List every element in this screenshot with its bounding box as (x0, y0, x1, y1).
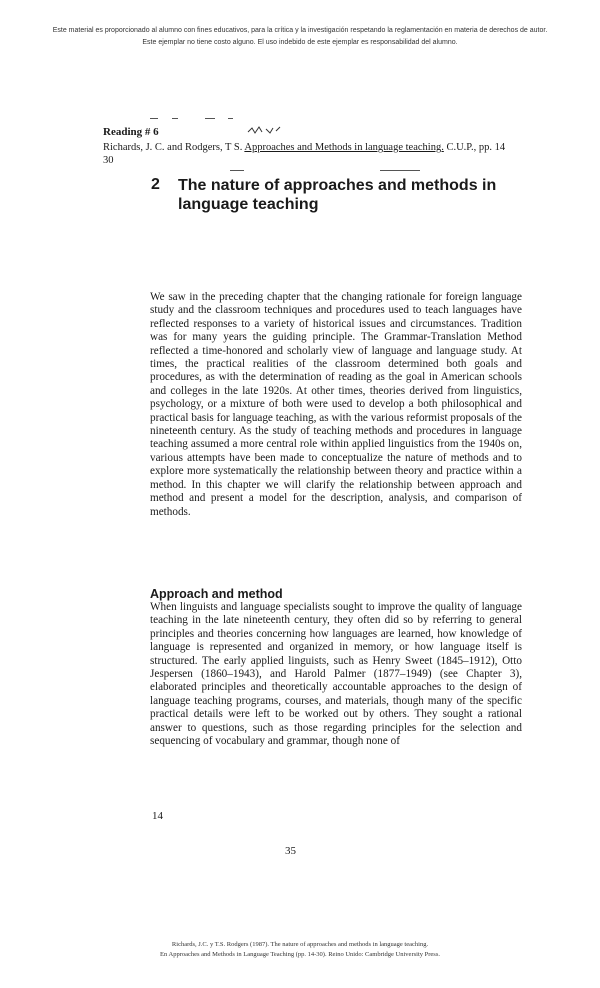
chapter-number: 2 (151, 176, 160, 193)
citation-publisher: C.U.P., pp. 14 (443, 142, 506, 153)
scan-speck (230, 170, 244, 171)
scan-speck (205, 118, 215, 119)
citation-title: Approaches and Methods in language teaching. (244, 142, 444, 153)
chapter-title: The nature of approaches and methods in language teaching (178, 177, 497, 213)
scan-speck (228, 118, 233, 119)
book-page-number: 14 (152, 810, 163, 822)
footer-line-1: Richards, J.C. y T.S. Rodgers (1987). The nature of approaches and methods in language teaching. (171, 941, 429, 948)
reading-label: Reading # 6 (103, 126, 159, 138)
scan-speck (380, 170, 420, 171)
section-heading: Approach and method (150, 587, 283, 601)
body-paragraph: When linguists and language specialists sought to improve the quality of language teaching in the late nineteenth century, they often did so by referring to general principles and theories concerning how languages are learned, how knowledge of language is represented and organized in memory, or how language itself is structured. The early applied linguists, such as Henry Sweet (1845–1912), Otto Jespersen (1860–1943), and Harold Palmer (1877–1949) (see Chapter 3), elaborated principles and theoretically accountable approaches to the design of language teaching programs, courses, and materials, though many of the specific practical details were left to be worked out by others. They sought a rational answer to questions, such as those regarding principles for the selection and sequencing of vocabulary and grammar, though none of (150, 601, 522, 748)
pdf-page-number: 35 (285, 845, 296, 857)
body-paragraph: We saw in the preceding chapter that the changing rationale for foreign language study and the classroom techniques and procedures used to teach languages have reflected responses to a variety of historical issues and circumstances. Tradition was for many years the guiding principle. The Grammar-Translation Method reflected a time-honored and scholarly view of language and language study. At times, the practical realities of the classroom determined both goals and procedures, as with the determination of reading as the goal in American schools and colleges in the late 1920s. At other times, theories derived from linguistics, psychology, or a mixture of both were used to develop a both philosophical and practical basis for language teaching, as with the various reformist proposals of the nineteenth century. As the study of teaching methods and procedures in language teaching assumed a more central role within applied linguistics from the 1940s on, various attempts have been made to conceptualize the nature of methods and to explore more systematically the relationship between theory and practice within a method. In this chapter we will clarify the relationship between approach and method and present a model for the description, analysis, and comparison of methods. (150, 291, 522, 518)
notice-line-1: Este material es proporcionado al alumno con fines educativos, para la crítica y la investigación respetando la reglamentación en materia de derechos de autor. (52, 27, 548, 34)
citation-pages-end: 30 (103, 155, 114, 166)
citation-authors: Richards, J. C. and Rodgers, T S. (103, 142, 243, 153)
scan-speck (150, 118, 158, 119)
handwritten-mark (246, 124, 286, 136)
scan-speck (172, 118, 178, 119)
citation (103, 141, 548, 167)
footer-line-2: En Approaches and Methods in Language Teaching (pp. 14-30). Reino Unido: Cambridge University Press. (160, 951, 440, 958)
notice-line-2: Este ejemplar no tiene costo alguno. El uso indebido de este ejemplar es responsabilidad del alumno. (142, 39, 458, 46)
